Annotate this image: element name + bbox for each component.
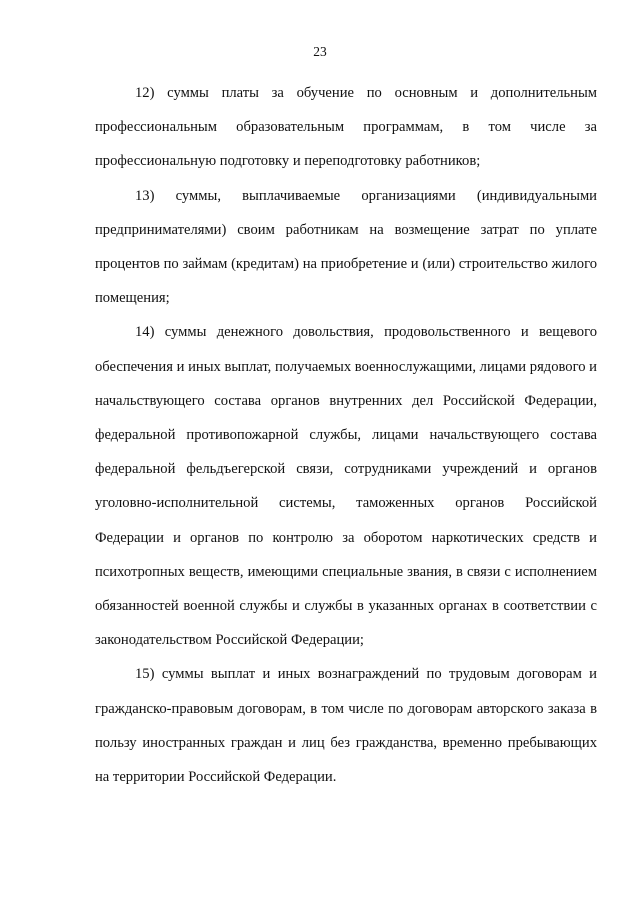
paragraph-item-12: 12) суммы платы за обучение по основным и дополнительным профессиональным образовательным программам, в том числе за профессиональную подготовку и переподготовку работников; [95, 85, 597, 170]
paragraph-item-13: 13) суммы, выплачиваемые организациями (индивидуальными предпринимателями) своим работникам на возмещение затрат по уплате процентов по займам (кредитам) на приобретение и (или) строительство жилого помещения; [95, 187, 597, 307]
paragraph-item-14: 14) суммы денежного довольствия, продовольственного и вещевого обеспечения и иных выплат, получаемых военнослужащими, лицами рядового и начальствующего состава органов внутренних дел Российской Федерации, федеральной противопожарной службы, лицами начальствующего состава федеральной фельдъегерской связи, сотрудниками учреждений и органов уголовно-исполнительной системы, таможенных органов Российской Федерации и органов по контролю за оборотом наркотических средств и психотропных веществ, имеющими специальные звания, в связи с исполнением обязанностей военной службы и службы в указанных органах в соответствии с законодательством Российской Федерации; [95, 324, 597, 649]
page-number: 23 [313, 44, 327, 59]
document-body [95, 76, 597, 794]
paragraph-item-15: 15) суммы выплат и иных вознаграждений по трудовым договорам и гражданско-правовым договорам, в том числе по договорам авторского заказа в пользу иностранных граждан и лиц без гражданства, временно пребывающих на территории Российской Федерации. [95, 666, 597, 786]
